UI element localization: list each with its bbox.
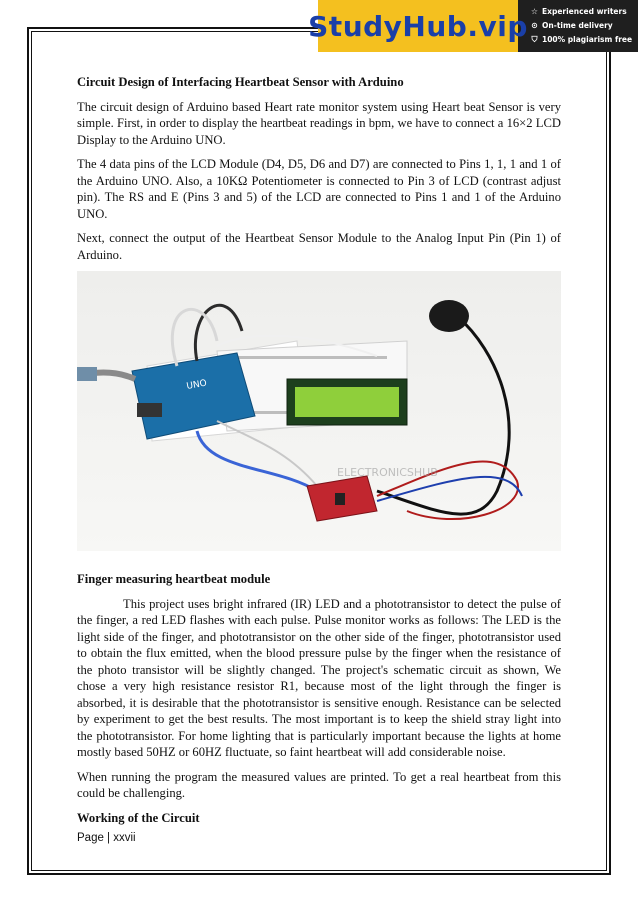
section-heading: Circuit Design of Interfacing Heartbeat Sensor with Arduino (77, 75, 404, 89)
photo-watermark: ELECTRONICSHUB (337, 466, 438, 479)
banner-feature: ⊙ On-time delivery (530, 19, 638, 33)
banner-feature: ⛉ 100% plagiarism free (530, 33, 638, 47)
paragraph: The 4 data pins of the LCD Module (D4, D5, D6 and D7) are connected to Pins 1, 1, 1 and 1 of the Arduino UNO. Also, a 10KΩ Potentiometer is connected to Pin 3 of LCD (contrast adjust pin). The RS and E (Pins 3 and 5) of the LCD are connected to Pins 1 and 1 of the Arduino UNO. (77, 157, 561, 221)
paragraph: This project uses bright infrared (IR) LED and a phototransistor to detect the pulse of the finger, a red LED flashes with each pulse. Pulse monitor works as follows: The LED is the light side of the finger, and phototransistor on the other side of the finger, phototransistor used to obtain the flux emitted, when the blood pressure pulse by the finger when the resistance of the photo transistor will be slightly changed. The project's schematic circuit as shown, We chose a very high resistance resistor R1, because most of the light through the finger is absorbed, it is desirable that the phototransistor is sensitive enough. Resistance can be selected by experiment to get the best results. The most important is to keep the shield stray light into the phototransistor. For home lighting that is particularly important because the lights at home mostly based 50HZ or 60HZ fluctuate, so faint heartbeat will add considerable noise. (77, 596, 561, 759)
circuit-photo (77, 271, 561, 551)
shield-icon: ⛉ (531, 35, 538, 44)
arduino-label: UNO (185, 378, 208, 392)
paragraph: When running the program the measured values are printed. To get a real heartbeat from this could be challenging. (77, 769, 561, 800)
section-circuit-design (77, 74, 561, 271)
paragraph: The circuit design of Arduino based Heart rate monitor system using Heart beat Sensor is very simple. First, in order to display the heartbeat readings in bpm, we have to connect a 16×2 LCD Display to the Arduino UNO. (77, 99, 561, 147)
paragraph: Next, connect the output of the Heartbeat Sensor Module to the Analog Input Pin (Pin 1) of Arduino. (77, 231, 561, 262)
section-heading: Working of the Circuit (77, 810, 200, 825)
studyhub-logo[interactable]: StudyHub.vip (318, 0, 518, 52)
banner-feature: ☆ Experienced writers (530, 5, 638, 19)
banner-feature-list (530, 5, 638, 47)
section-heading: Finger measuring heartbeat module (77, 572, 271, 586)
section-finger-module (77, 571, 561, 834)
star-icon: ☆ (530, 7, 539, 16)
clock-icon: ⊙ (531, 21, 538, 30)
page-number: Page | xxvii (77, 832, 136, 844)
